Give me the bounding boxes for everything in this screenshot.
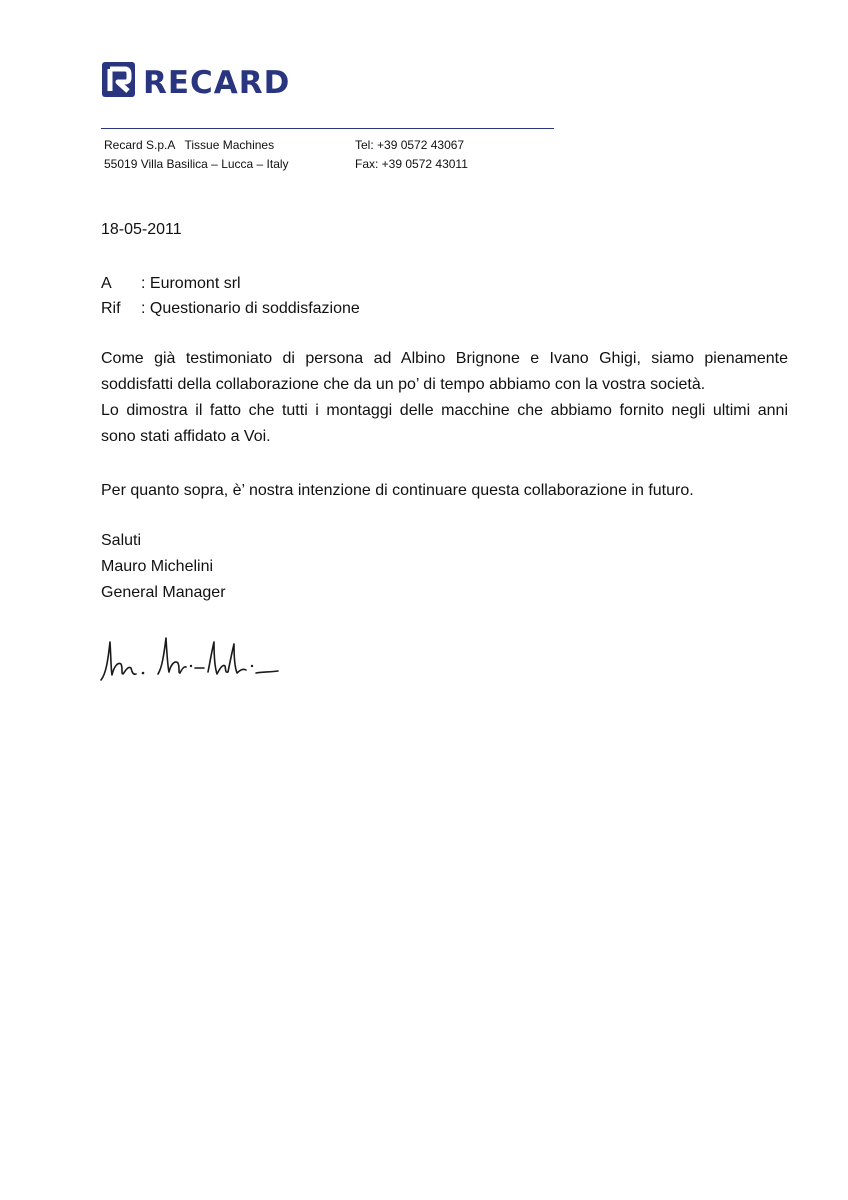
signer-name: Mauro Michelini — [101, 558, 214, 575]
reference-value: : Questionario di soddisfazione — [141, 300, 360, 317]
body-line-1: Come già testimoniato di persona ad Albino Brignone e Ivano Ghigi, siamo pienamente — [101, 350, 788, 367]
reference-row — [101, 296, 360, 321]
company-line: Recard S.p.A Tissue Machines — [104, 138, 275, 152]
company-address-block — [104, 136, 289, 174]
letter-date: 18-05-2011 — [101, 221, 182, 238]
closing-paragraph: Per quanto sopra, è’ nostra intenzione di continuare questa collaborazione in futuro. — [101, 482, 694, 499]
header-divider — [101, 128, 554, 129]
fax-line: Fax: +39 0572 43011 — [355, 157, 468, 171]
letter-body — [101, 346, 788, 450]
handwritten-signature — [96, 630, 286, 690]
signoff-block — [101, 528, 226, 606]
recipient-key: A — [101, 275, 112, 292]
tel-line: Tel: +39 0572 43067 — [355, 138, 465, 152]
body-line-2: soddisfatti della collaborazione che da un po’ di tempo abbiamo con la vostra società. — [101, 376, 706, 393]
address-line: 55019 Villa Basilica – Lucca – Italy — [104, 157, 289, 171]
body-line-3: Lo dimostra il fatto che tutti i montaggi delle macchine che abbiamo fornito negli ultimi anni — [101, 402, 788, 419]
recard-logo — [101, 60, 291, 100]
signer-title: General Manager — [101, 584, 226, 601]
logo-wordmark: RECARD — [143, 65, 291, 100]
recipient-row — [101, 271, 360, 296]
signature-icon — [96, 630, 286, 690]
letter-meta — [101, 271, 360, 321]
body-line-4: sono stati affidato a Voi. — [101, 428, 271, 445]
contact-block — [355, 136, 468, 174]
greeting: Saluti — [101, 532, 142, 549]
reference-key: Rif — [101, 300, 121, 317]
recard-logo-mark — [101, 60, 291, 100]
recipient-value: : Euromont srl — [141, 275, 241, 292]
